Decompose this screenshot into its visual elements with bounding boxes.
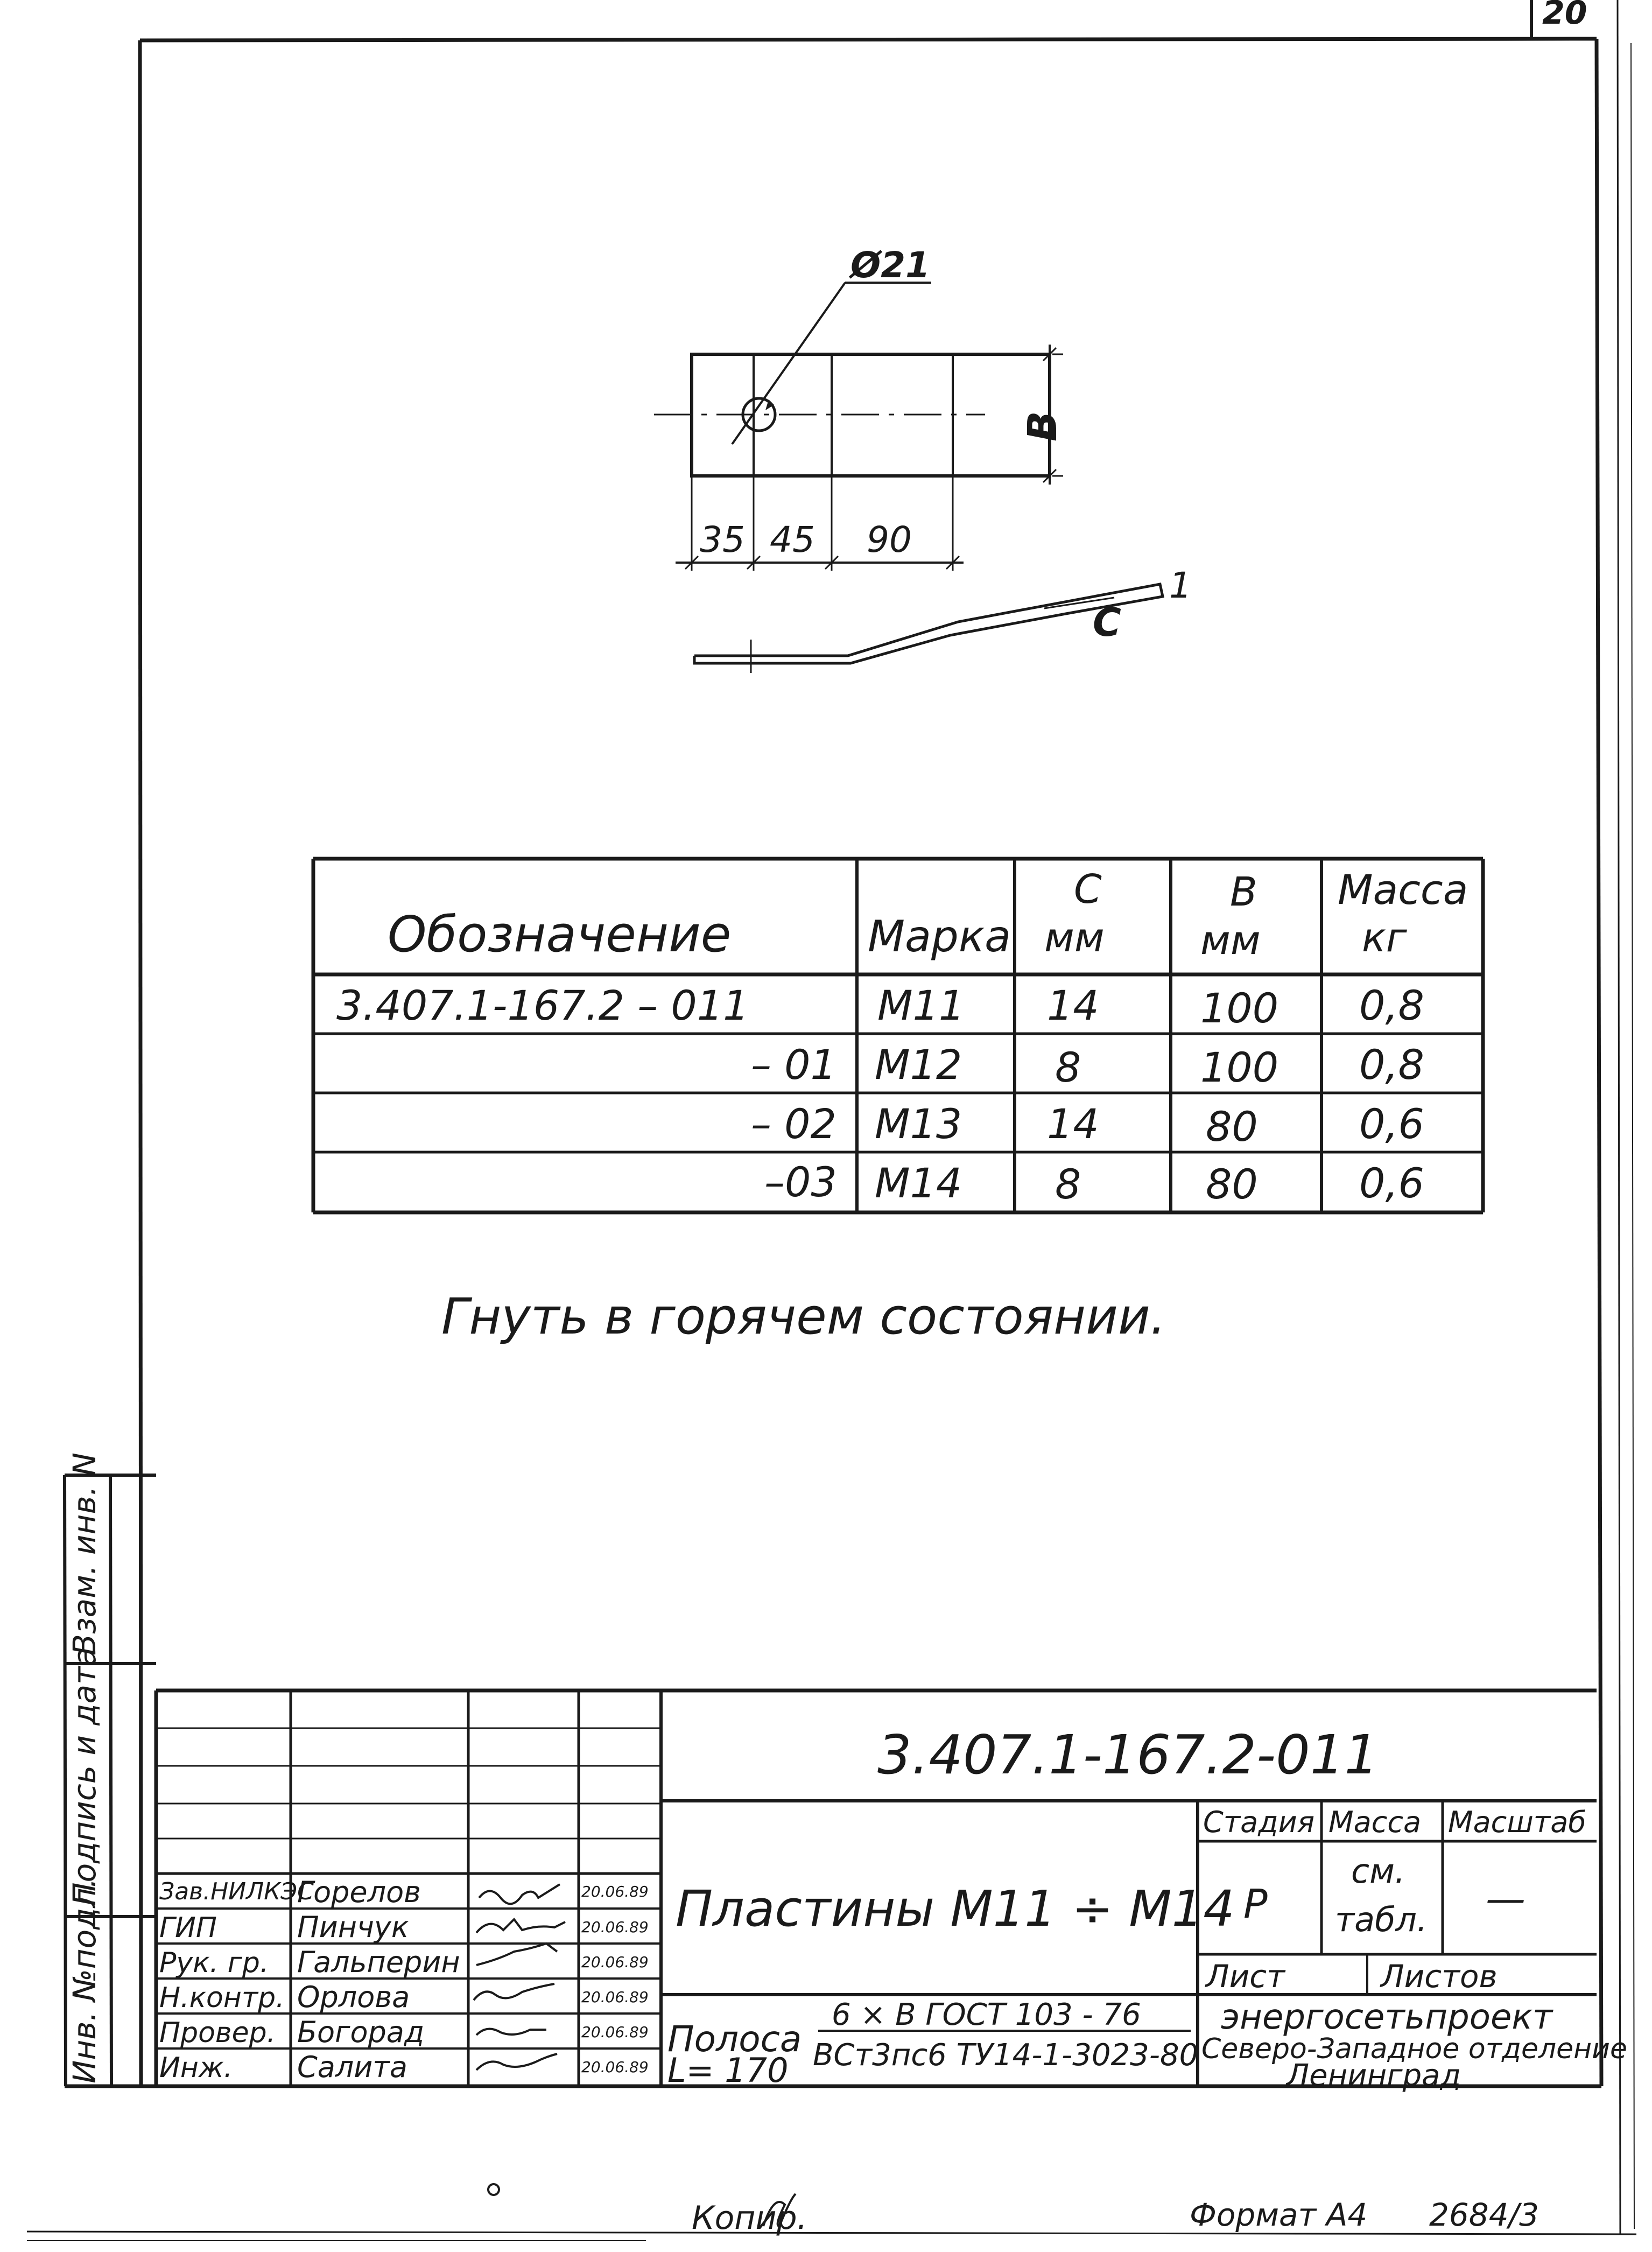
row-4-b: 80 [1206,1160,1258,1208]
person-2-role: ГИП [159,1912,217,1944]
person-1-date: 20.06.89 [581,1883,649,1900]
signature-3 [476,1944,557,1965]
person-2-date: 20.06.89 [581,1918,649,1936]
footer-copied: Копир. [692,2199,807,2237]
person-2-name: Пинчук [297,1910,409,1944]
person-5-date: 20.06.89 [581,2023,649,2041]
side-podpis-data: Подпись и дата [66,1647,103,1906]
width-dimension-label: В [1020,411,1066,441]
person-4-date: 20.06.89 [581,1988,649,2006]
person-5-role: Провер. [159,2017,276,2049]
side-inv-podl: Инв. №подл. [66,1878,103,2083]
side-vzam-inv: Взам. инв. N [66,1453,103,1655]
scale-value: — [1486,1876,1526,1922]
sheets-label: Листов [1381,1958,1498,1995]
doc-number: 3.407.1-167.2-011 [877,1723,1379,1786]
drawing-title: Пластины М11 ÷ М14 [676,1880,1235,1938]
material-spec-top: 6 × В ГОСТ 103 - 76 [832,1997,1141,2032]
row-4-mark: М14 [875,1159,962,1207]
header-b: В [1230,869,1257,915]
sheet-number-corner: 20 [1542,0,1587,32]
header-designation: Обозначение [388,906,732,963]
row-2-designation: – 01 [751,1041,836,1089]
row-2-mark: М12 [875,1041,962,1089]
sheet-label: Лист [1206,1958,1285,1995]
row-1-mark: М11 [877,981,965,1029]
mass-header: Масса [1328,1805,1422,1839]
stage-header: Стадия [1203,1805,1315,1839]
signature-1 [479,1884,560,1904]
row-2-c: 8 [1055,1043,1081,1091]
dim-45: 45 [770,519,815,560]
header-mass-unit: кг [1362,915,1407,961]
row-3-mark: М13 [875,1100,962,1148]
dim-90: 90 [867,519,912,560]
signature-4 [474,1984,554,2000]
stage-value: Р [1243,1881,1268,1927]
mass-value-line2: табл. [1335,1900,1428,1939]
person-1-role: Зав.НИЛКЭС [159,1878,314,1905]
signature-6 [476,2054,557,2070]
row-3-c: 14 [1047,1100,1099,1148]
row-1-b: 100 [1200,984,1279,1032]
org-department: Северо-Западное отделение [1201,2033,1627,2065]
material-length: L= 170 [667,2051,789,2090]
person-3-role: Рук. гр. [159,1947,269,1979]
header-mass: Масса [1338,866,1468,914]
row-4-c: 8 [1055,1160,1081,1208]
person-3-date: 20.06.89 [581,1953,649,1971]
row-1-c: 14 [1047,981,1099,1029]
org-city: Ленинград [1287,2058,1461,2093]
person-6-role: Инж. [159,2052,233,2084]
item-number-label: 1 [1169,565,1192,606]
person-5-name: Богорад [297,2015,425,2049]
person-1-name: Горелов [297,1875,421,1909]
person-6-name: Салита [297,2050,407,2084]
bending-note: Гнуть в горячем состоянии. [441,1288,1166,1345]
header-b-unit: мм [1200,917,1261,964]
row-1-mass: 0,8 [1359,981,1424,1029]
footer-dot-mark [487,2183,500,2196]
scale-header: Масштаб [1448,1805,1586,1839]
hole-diameter-label: Ø21 [850,244,930,286]
signature-5 [476,2029,546,2035]
header-c: С [1074,866,1102,913]
row-1-designation: 3.407.1-167.2 – 011 [336,981,749,1029]
mass-value-line1: см. [1351,1851,1405,1891]
material-spec-bottom: ВСт3пс6 ТУ14-1-3023-80 [813,2038,1199,2073]
person-4-role: Н.контр. [159,1982,285,2014]
row-3-mass: 0,6 [1359,1100,1424,1148]
c-label: С [1093,600,1121,645]
row-2-mass: 0,8 [1359,1041,1424,1089]
signature-2 [476,1919,565,1933]
row-4-mass: 0,6 [1359,1159,1424,1207]
header-c-unit: мм [1044,915,1105,961]
header-mark: Марка [868,911,1011,962]
row-2-b: 100 [1200,1043,1279,1091]
row-3-designation: – 02 [751,1100,836,1148]
dim-35: 35 [700,519,745,560]
row-4-designation: –03 [764,1158,837,1206]
person-4-name: Орлова [297,1980,410,2014]
person-6-date: 20.06.89 [581,2058,649,2076]
row-3-b: 80 [1206,1103,1258,1150]
person-3-name: Гальперин [297,1945,460,1979]
footer-archive-number: 2684/3 [1429,2197,1539,2233]
footer-format: Формат А4 [1190,2197,1368,2233]
org-name: энергосетьпроект [1221,1997,1553,2037]
material-prefix: Полоса [667,2018,802,2060]
